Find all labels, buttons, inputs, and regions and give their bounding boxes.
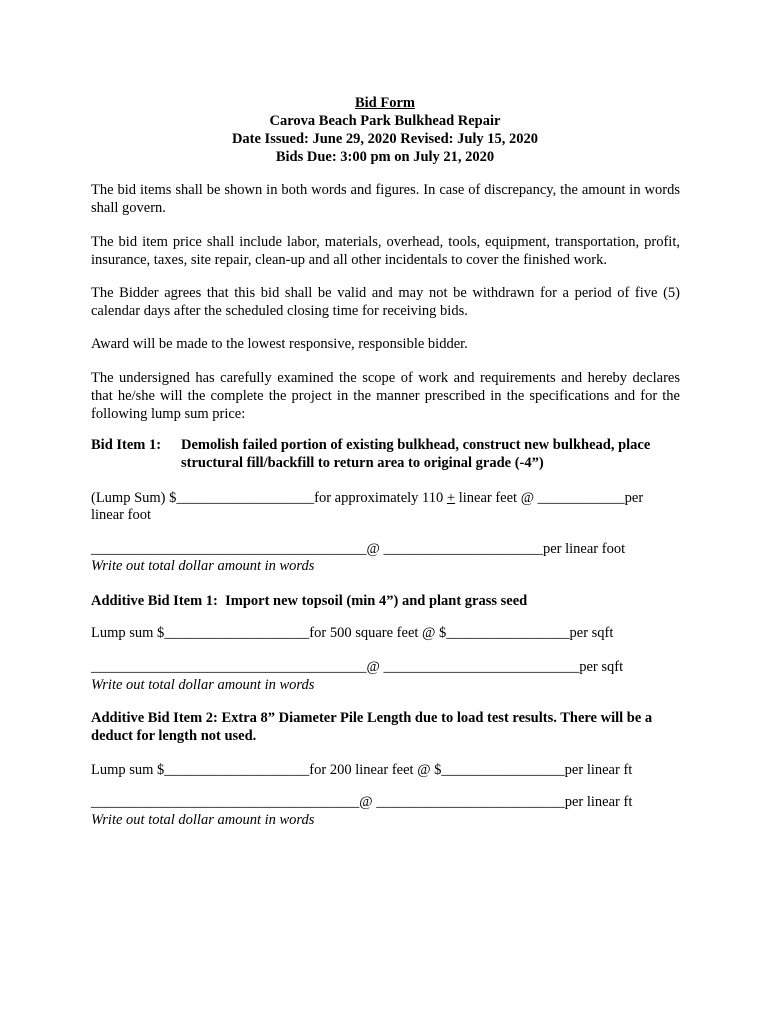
bid-item-1-unit-line: linear foot — [91, 507, 151, 523]
issue-dates: Date Issued: June 29, 2020 Revised: July 15, 2020 — [231, 131, 539, 147]
additive-item-2-words-caption: Write out total dollar amount in words — [91, 812, 315, 828]
additive-item-2-words-line: _____________________________________@ __________________________per linear ft — [91, 794, 633, 810]
bid-item-1-words-line: ______________________________________@ ______________________per linear foot — [91, 541, 626, 557]
additive-item-1-words-line: ______________________________________@ ___________________________per sqft — [91, 659, 624, 675]
additive-item-2-lump-sum-line: Lump sum $____________________for 200 linear feet @ $_________________per linear ft — [91, 762, 633, 778]
paragraph-discrepancy: The bid items shall be shown in both words and figures. In case of discrepancy, the amount in words shall govern. — [91, 182, 680, 216]
form-title: Bid Form — [354, 95, 415, 111]
lump-sum-text-b: linear feet @ ____________per — [455, 490, 644, 506]
additive-item-2-heading: Additive Bid Item 2: Extra 8” Diameter Pile Length due to load test results. There will be a deduct for length not used. — [91, 710, 653, 744]
paragraph-declaration: The undersigned has carefully examined the scope of work and requirements and hereby declares that he/she will the complete the project in the manner prescribed in the specifications and for the following lump sum price: — [91, 370, 680, 422]
additive-item-1-heading: Additive Bid Item 1: Import new topsoil (min 4”) and plant grass seed — [91, 593, 528, 609]
paragraph-price-includes: The bid item price shall include labor, materials, overhead, tools, equipment, transportation, profit, insurance, taxes, site repair, clean-up and all other incidentals to cover the finished work. — [91, 234, 680, 268]
bid-item-1-words-caption: Write out total dollar amount in words — [91, 558, 315, 574]
bid-item-1-label: Bid Item 1: — [91, 437, 162, 453]
project-name: Carova Beach Park Bulkhead Repair — [269, 113, 501, 129]
additive-item-1-lump-sum-line: Lump sum $____________________for 500 square feet @ $_________________per sqft — [91, 625, 614, 641]
bids-due: Bids Due: 3:00 pm on July 21, 2020 — [275, 149, 495, 165]
plus-minus-symbol: + — [446, 490, 456, 506]
paragraph-award: Award will be made to the lowest responsive, responsible bidder. — [91, 336, 468, 352]
bid-item-1-lump-sum-line — [91, 489, 680, 507]
additive-item-1-words-caption: Write out total dollar amount in words — [91, 677, 315, 693]
bid-item-1-description: Demolish failed portion of existing bulkhead, construct new bulkhead, place structural fill/backfill to return area to original grade (-4”) — [181, 437, 651, 471]
paragraph-validity: The Bidder agrees that this bid shall be valid and may not be withdrawn for a period of five (5) calendar days after the scheduled closing time for receiving bids. — [91, 285, 680, 319]
form-header — [0, 94, 770, 166]
lump-sum-text-a: (Lump Sum) $___________________for approximately 110 — [91, 490, 447, 506]
